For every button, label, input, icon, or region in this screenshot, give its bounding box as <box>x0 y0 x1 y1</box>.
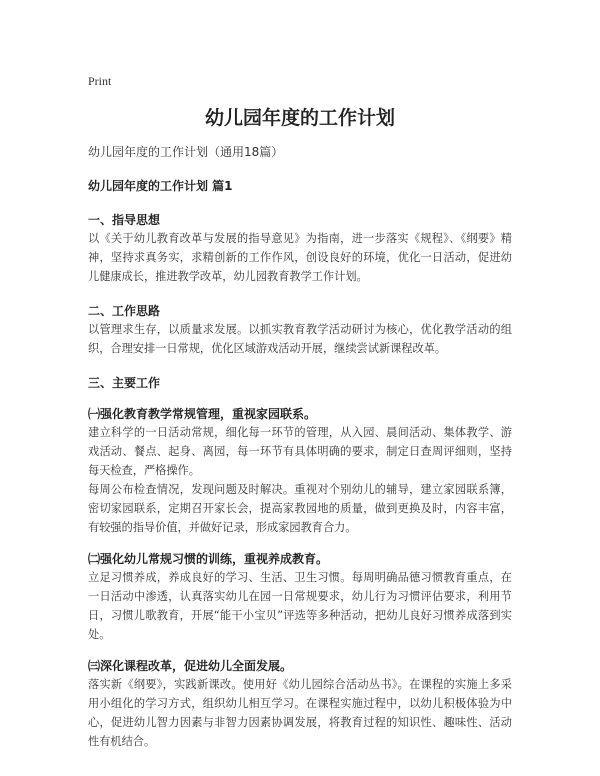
section-heading-work-approach: 二、工作思路 <box>88 304 161 318</box>
paragraph-routine-management-1: 建立科学的一日活动常规，细化每一环节的管理，从入园、晨间活动、集体教学、游戏活动、餐点、起身、离园，每一环节有具体明确的要求，制定日查周评细则，坚持每天检查，严格操作。 <box>88 426 512 477</box>
print-link[interactable]: Print <box>88 74 112 88</box>
article-heading: 幼儿园年度的工作计划 篇1 <box>88 179 233 193</box>
paragraph-guiding-ideology: 以《关于幼儿教育改革与发展的指导意见》为指南，进一步落实《规程》、《纲要》精神，坚持求真务实，求精创新的工作作风，创设良好的环境，优化一日活动，促进幼儿健康成长，推进教学改革，幼儿园教育教学工作计划。 <box>88 232 512 283</box>
section-heading-main-work: 三、主要工作 <box>88 376 161 390</box>
document-title: 幼儿园年度的工作计划 <box>204 107 395 129</box>
subsection-heading-routine-management: ㈠强化教育教学常规管理，重视家园联系。 <box>88 407 317 421</box>
paragraph-curriculum-reform: 落实新《纲要》，实践新课改。使用好《幼儿园综合活动丛书》。在课程的实施上多采用小组化的学习方式，组织幼儿相互学习。在课程实施过程中，以幼儿积极体验为中心，促进幼儿智力因素与非智力因素协调发展，将教育过程的知识性、趣味性、活动性有机结合。 <box>88 678 512 748</box>
section-heading-guiding-ideology: 一、指导思想 <box>88 213 161 227</box>
subsection-heading-habit-training: ㈡强化幼儿常规习惯的训练，重视养成教育。 <box>88 552 329 566</box>
paragraph-routine-management-2: 每周公布检查情况，发现问题及时解决。重视对个别幼儿的辅导，建立家园联系簿，密切家园联系，定期召开家长会，提高家教园地的质量，做到更换及时，内容丰富，有较强的指导价值，并做好记录，形成家园教育合力。 <box>88 483 512 534</box>
document-subtitle: 幼儿园年度的工作计划（通用18篇） <box>88 145 284 159</box>
paragraph-habit-training: 立足习惯养成，养成良好的学习、生活、卫生习惯。每周明确品德习惯教育重点，在一日活动中渗透，认真落实幼儿在园一日常规要求，幼儿行为习惯评估要求，利用节日，习惯儿歌教育，开展“能干小宝贝”评选等多种活动，把幼儿良好习惯养成落到实处。 <box>88 571 512 641</box>
paragraph-work-approach: 以管理求生存，以质量求发展。以抓实教育教学活动研讨为核心，优化教学活动的组织，合理安排一日常规，优化区域游戏活动开展，继续尝试新课程改革。 <box>88 323 512 355</box>
subsection-heading-curriculum-reform: ㈢深化课程改革，促进幼儿全面发展。 <box>88 659 293 673</box>
